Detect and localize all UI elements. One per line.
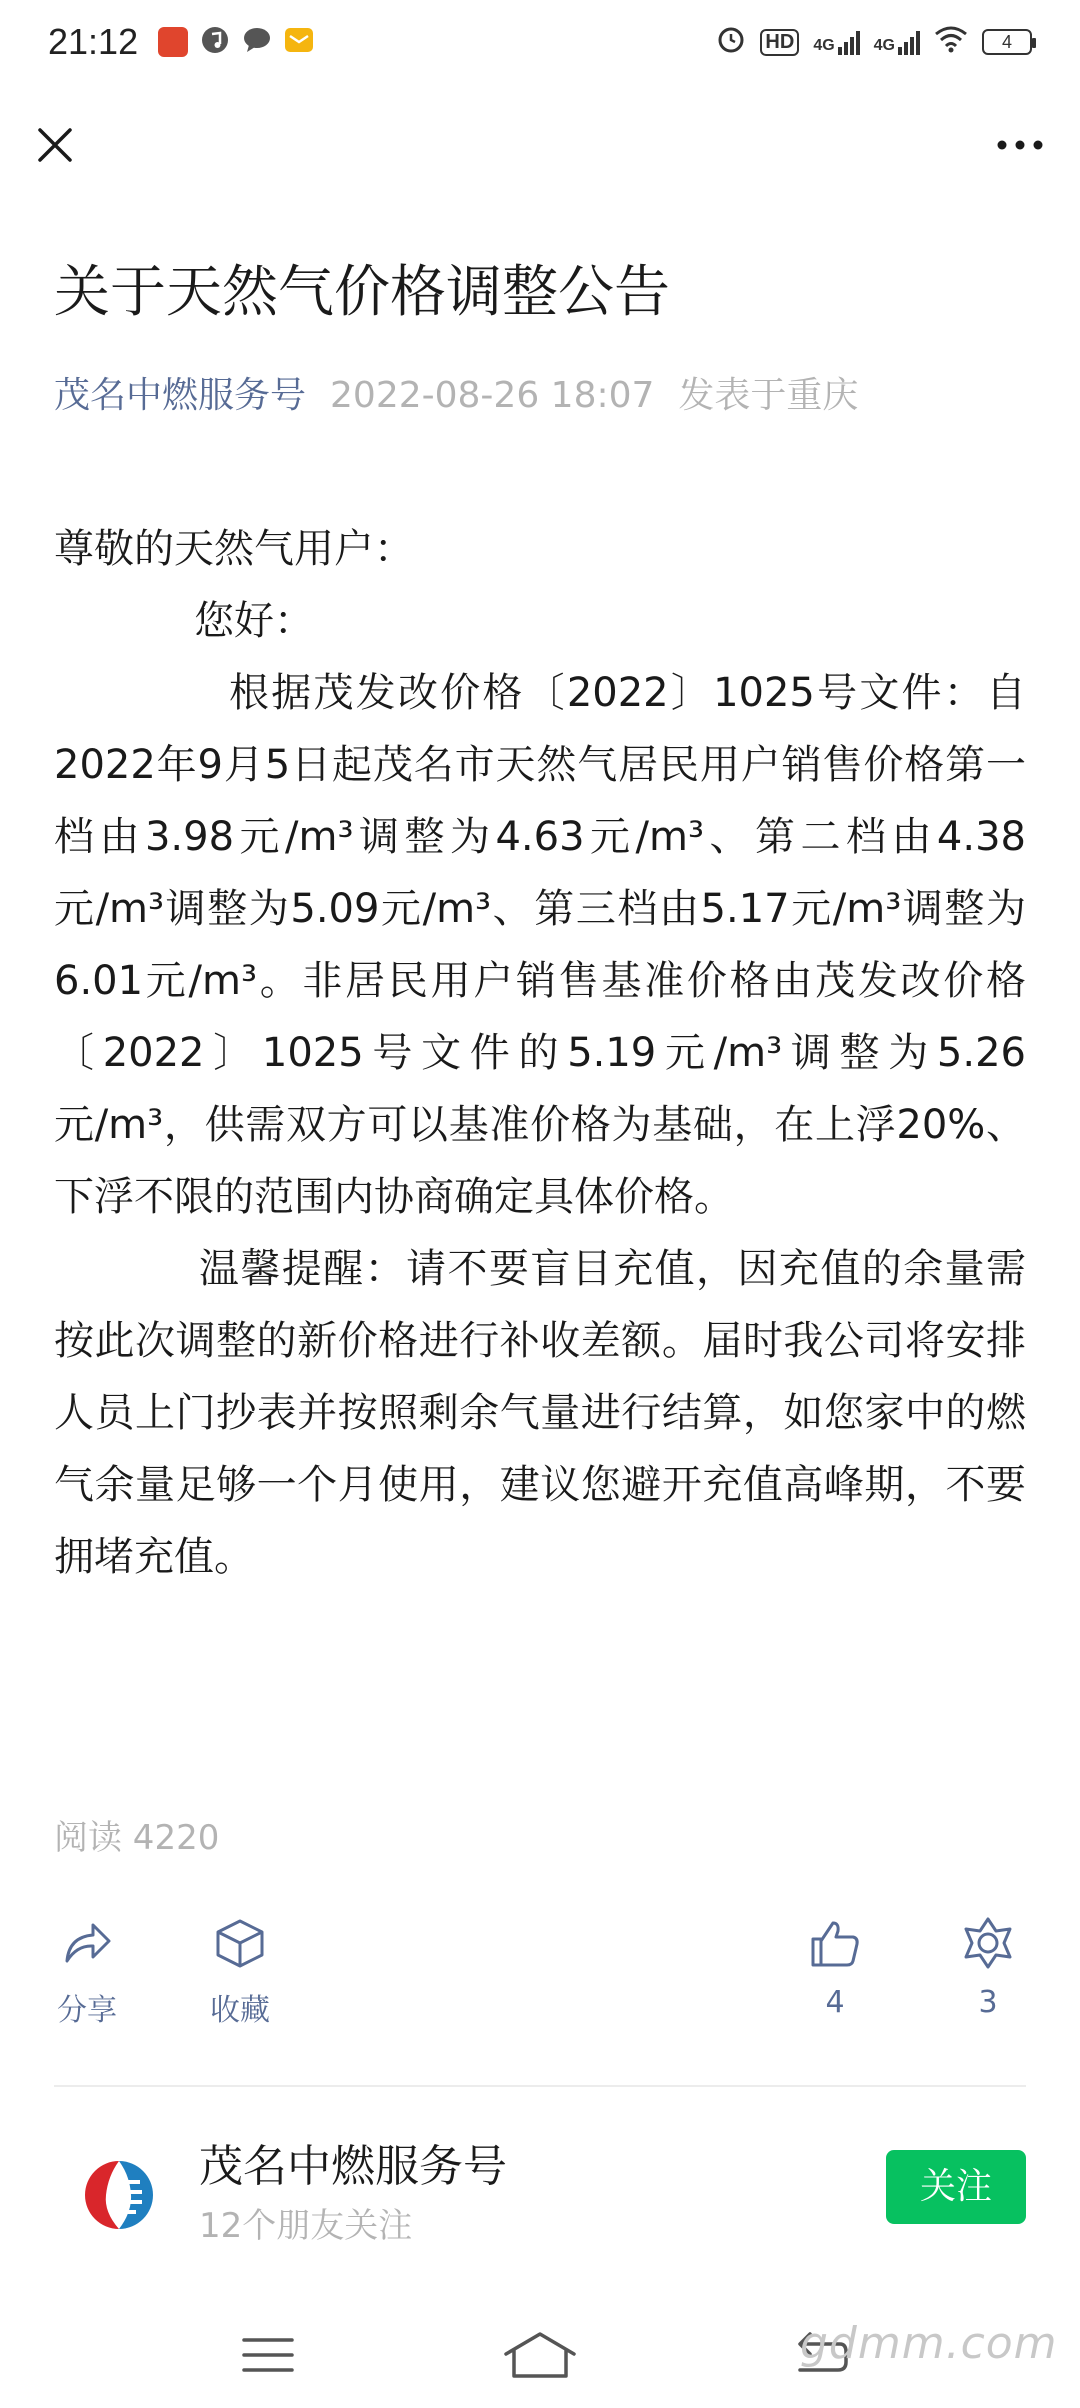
wow-count: 3 (978, 1985, 998, 2020)
read-count: 阅读 4220 (54, 1818, 220, 1858)
signal-1 (813, 29, 859, 55)
home-button[interactable] (500, 2328, 580, 2384)
hd-indicator: HD (760, 29, 799, 56)
account-name: 茂名中燃服务号 (199, 2141, 507, 2192)
share-button[interactable] (27, 1915, 147, 2029)
article (54, 255, 1026, 1593)
share-label: 分享 (57, 1993, 117, 2028)
status-time: 21:12 (48, 21, 139, 62)
hello-line: 您好： (194, 598, 314, 644)
top-bar (0, 110, 1080, 190)
account-followers: 12个朋友关注 (199, 2206, 413, 2246)
divider (54, 2085, 1026, 2087)
battery-icon: 4 (982, 29, 1032, 55)
cube-icon (212, 1915, 268, 1971)
close-button[interactable] (30, 120, 80, 170)
publish-date: 2022-08-26 18:07 (330, 375, 655, 416)
wow-icon (960, 1915, 1016, 1971)
news-app-icon (158, 27, 188, 57)
more-icon (990, 120, 1050, 170)
follow-button[interactable]: 关注 (886, 2150, 1026, 2224)
like-button[interactable] (775, 1915, 895, 2020)
more-button[interactable] (990, 120, 1050, 170)
article-body (54, 513, 1026, 1593)
price-paragraph: 根据茂发改价格〔2022〕1025号文件：自2022年9月5日起茂名市天然气居民用户销售价格第一档由3.98元/m³调整为4.63元/m³、第二档由4.38元/m³调整为5.09元/m³、第三档由5.17元/m³调整为6.01元/m³。非居民用户销售基准价格由茂发改价格〔2022〕1025号文件的5.19元/m³调整为5.26元/m³，供需双方可以基准价格为基础，在上浮20%、下浮不限的范围内协商确定具体价格。 (54, 670, 1026, 1220)
system-status-icons (716, 24, 1032, 60)
wow-button[interactable] (928, 1915, 1048, 2020)
status-bar (0, 0, 1080, 84)
signal-2 (874, 29, 920, 55)
account-card[interactable] (54, 2110, 1026, 2270)
signal-bars-icon (838, 29, 860, 55)
article-meta (54, 371, 1026, 421)
favorite-button[interactable] (180, 1915, 300, 2029)
share-icon (59, 1915, 115, 1971)
home-icon (500, 2328, 580, 2384)
watermark: gdmm.com (800, 2318, 1058, 2369)
chat-app-icon (242, 25, 272, 59)
alarm-icon (716, 24, 746, 60)
publish-location: 发表于重庆 (678, 375, 859, 416)
mail-app-icon (284, 25, 314, 59)
music-app-icon (200, 25, 230, 59)
favorite-label: 收藏 (210, 1993, 270, 2028)
wifi-icon (934, 25, 968, 59)
greeting: 尊敬的天然气用户： (54, 526, 414, 572)
account-logo (84, 2160, 154, 2230)
article-title: 关于天然气价格调整公告 (54, 260, 670, 325)
net2-label: 4G (873, 37, 895, 54)
notification-icons (158, 25, 314, 59)
signal-bars-icon (898, 29, 920, 55)
like-count: 4 (825, 1985, 845, 2020)
thumbs-up-icon (807, 1915, 863, 1971)
net1-label: 4G (813, 37, 835, 54)
action-bar (0, 1915, 1080, 2045)
reminder-paragraph: 温馨提醒：请不要盲目充值，因充值的余量需按此次调整的新价格进行补收差额。届时我公司将安排人员上门抄表并按照剩余气量进行结算，如您家中的燃气余量足够一个月使用，建议您避开充值高峰期，不要拥堵充值。 (54, 1246, 1026, 1580)
close-icon (30, 120, 80, 170)
menu-icon (240, 2330, 296, 2380)
account-link[interactable]: 茂名中燃服务号 (54, 375, 307, 416)
recents-button[interactable] (240, 2330, 296, 2380)
